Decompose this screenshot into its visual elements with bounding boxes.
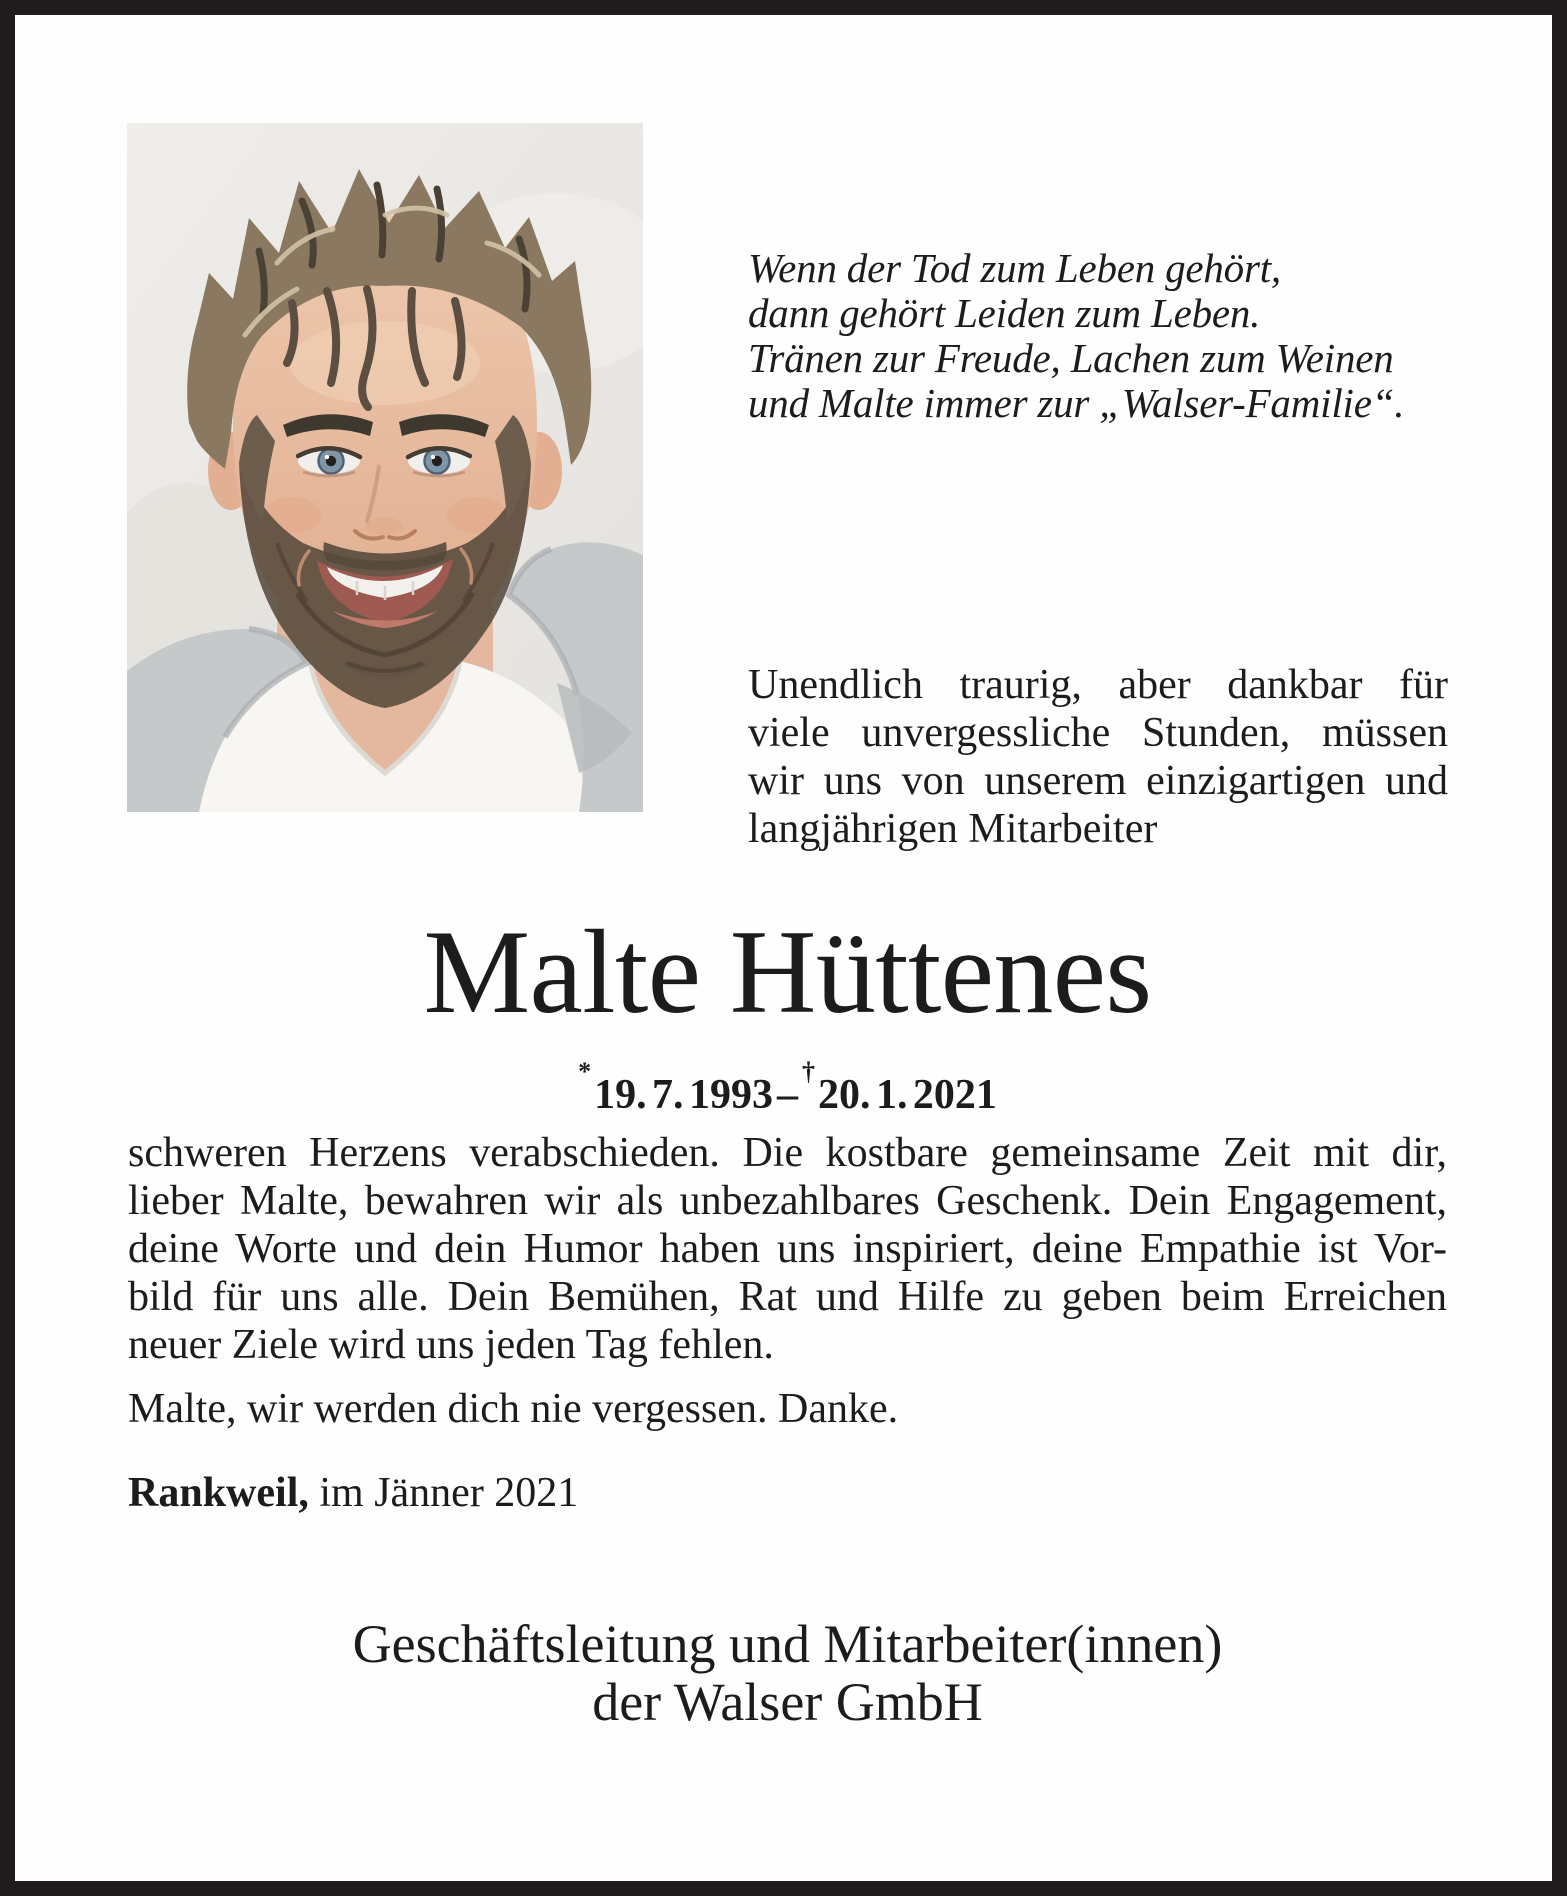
text-line: und Malte immer zur „Walser-Familie“. <box>748 380 1405 426</box>
main-paragraph <box>128 1129 1447 1369</box>
portrait-illustration <box>127 123 643 812</box>
epigraph-quote <box>748 246 1463 426</box>
place-name: Rankweil, <box>128 1470 309 1516</box>
text-line: der Walser GmbH <box>592 1672 983 1732</box>
intro-paragraph <box>748 661 1448 853</box>
text-line: Geschäftsleitung und Mitarbeiter(innen) <box>352 1614 1223 1674</box>
text-line: viele unvergessliche Stunden, müssen <box>748 710 1448 756</box>
text-line: Tränen zur Freude, Lachen zum Weinen <box>748 335 1394 381</box>
text-line: neuer Ziele wird uns jeden Tag fehlen. <box>128 1322 774 1368</box>
life-dates <box>128 1056 1447 1118</box>
birth-star-symbol: * <box>578 1056 592 1086</box>
signature-block <box>128 1615 1447 1731</box>
text-line: schweren Herzens verabschieden. Die kostbare gemeinsame Zeit mit dir, <box>128 1130 1447 1176</box>
portrait-photo <box>127 123 643 812</box>
text-line: dann gehört Leiden zum Leben. <box>748 290 1261 336</box>
text-line: deine Worte und dein Humor haben uns inspiriert, deine Empathie ist Vor- <box>128 1226 1447 1272</box>
farewell-line: Malte, wir werden dich nie vergessen. Danke. <box>128 1386 899 1432</box>
birth-date: 19. 7. 1993 <box>594 1072 773 1118</box>
text-line: Wenn der Tod zum Leben gehört, <box>748 245 1281 291</box>
obituary-sheet <box>15 15 1552 1881</box>
text-line: langjährigen Mitarbeiter <box>748 806 1158 852</box>
text-line: bild für uns alle. Dein Bemühen, Rat und Hilfe zu geben beim Erreichen <box>128 1274 1447 1320</box>
death-cross-symbol: † <box>802 1056 816 1086</box>
deceased-name: Malte Hüttenes <box>423 905 1152 1038</box>
text-line: lieber Malte, bewahren wir als unbezahlbares Geschenk. Dein Engagement, <box>128 1178 1447 1224</box>
text-line: wir uns von unserem einzigartigen und <box>748 758 1448 804</box>
place-date-line <box>128 1469 1447 1517</box>
death-date: 20. 1. 2021 <box>818 1072 997 1118</box>
text-line: Unendlich traurig, aber dankbar für <box>748 662 1448 708</box>
dates-separator: – <box>777 1072 798 1118</box>
place-date-rest: im Jänner 2021 <box>308 1470 579 1516</box>
